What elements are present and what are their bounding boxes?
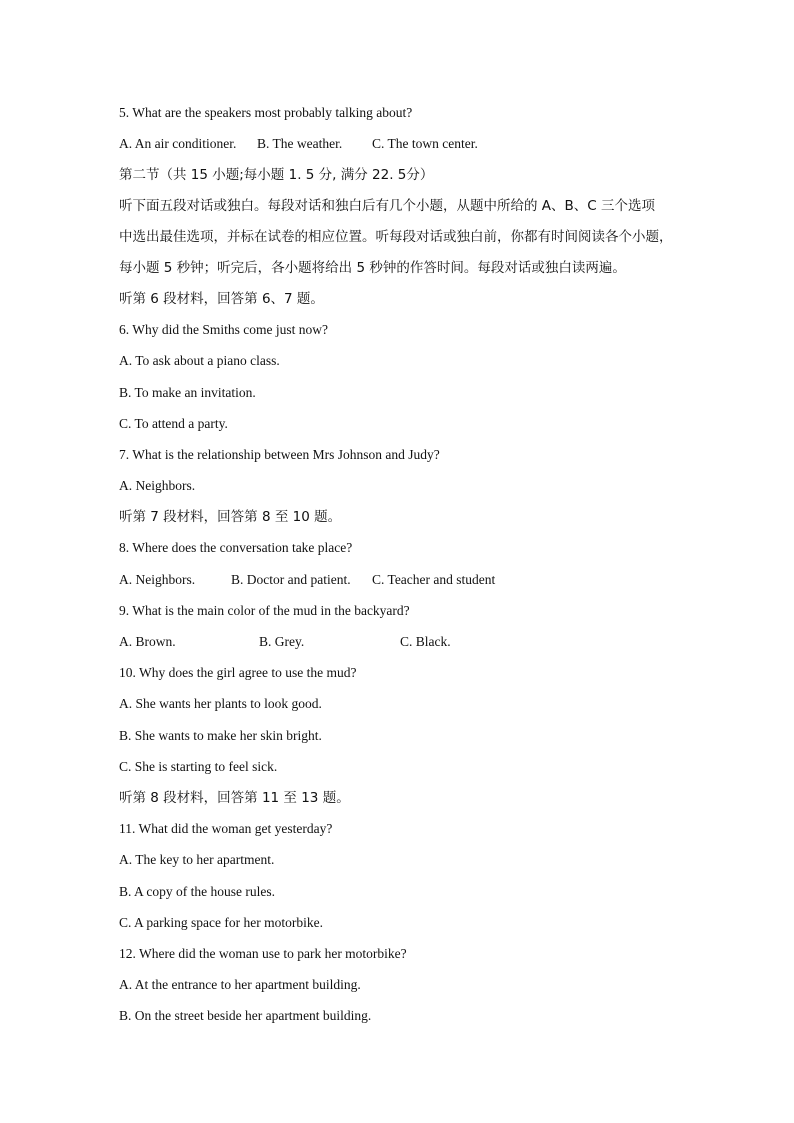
q8-option-c: C. Teacher and student	[372, 572, 496, 587]
q12-option-b: B. On the street beside her apartment building.	[119, 1008, 372, 1023]
instructions-line-3: 每小题 5 秒钟；听完后，各小题将给出 5 秒钟的作答时间。每段对话或独白读两遍。	[119, 260, 626, 276]
q8-option-b: B. Doctor and patient.	[231, 572, 351, 587]
q11-question: 11. What did the woman get yesterday?	[119, 821, 333, 836]
q8-option-a: A. Neighbors.	[119, 572, 196, 587]
q11-option-a: A. The key to her apartment.	[119, 852, 275, 867]
q8-options	[119, 571, 719, 589]
q5-option-c: C. The town center.	[372, 136, 478, 151]
q9-option-a: A. Brown.	[119, 634, 176, 649]
q6-option-b: B. To make an invitation.	[119, 385, 256, 400]
q5-option-b: B. The weather.	[257, 136, 343, 151]
q5-options	[119, 135, 719, 153]
q9-option-c: C. Black.	[400, 634, 451, 649]
q11-option-c: C. A parking space for her motorbike.	[119, 915, 323, 930]
q9-option-b: B. Grey.	[259, 634, 305, 649]
passage-8-heading: 听第 8 段材料，回答第 11 至 13 题。	[119, 790, 350, 806]
q9-question: 9. What is the main color of the mud in the backyard?	[119, 603, 410, 618]
q10-option-b: B. She wants to make her skin bright.	[119, 728, 322, 743]
q10-option-c: C. She is starting to feel sick.	[119, 759, 278, 774]
q5-question: 5. What are the speakers most probably talking about?	[119, 105, 413, 120]
q9-options	[119, 633, 719, 651]
q10-question: 10. Why does the girl agree to use the mud?	[119, 665, 357, 680]
instructions-line-1: 听下面五段对话或独白。每段对话和独白后有几个小题，从题中所给的 A、B、C 三个选项	[119, 198, 656, 214]
passage-6-heading: 听第 6 段材料，回答第 6、7 题。	[119, 291, 324, 307]
passage-7-heading: 听第 7 段材料，回答第 8 至 10 题。	[119, 509, 342, 525]
section-heading: 第二节（共 15 小题;每小题 1. 5 分, 满分 22. 5分）	[119, 167, 434, 183]
q11-option-b: B. A copy of the house rules.	[119, 884, 275, 899]
q8-question: 8. Where does the conversation take place?	[119, 540, 353, 555]
q10-option-a: A. She wants her plants to look good.	[119, 696, 322, 711]
instructions-line-2: 中选出最佳选项，并标在试卷的相应位置。听每段对话或独白前，你都有时间阅读各个小题，	[119, 229, 673, 245]
q6-option-c: C. To attend a party.	[119, 416, 228, 431]
q7-option-a: A. Neighbors.	[119, 478, 196, 493]
q7-question: 7. What is the relationship between Mrs Johnson and Judy?	[119, 447, 440, 462]
q12-question: 12. Where did the woman use to park her motorbike?	[119, 946, 407, 961]
q6-option-a: A. To ask about a piano class.	[119, 353, 280, 368]
q6-question: 6. Why did the Smiths come just now?	[119, 322, 328, 337]
q12-option-a: A. At the entrance to her apartment building.	[119, 977, 361, 992]
q5-option-a: A. An air conditioner.	[119, 136, 237, 151]
